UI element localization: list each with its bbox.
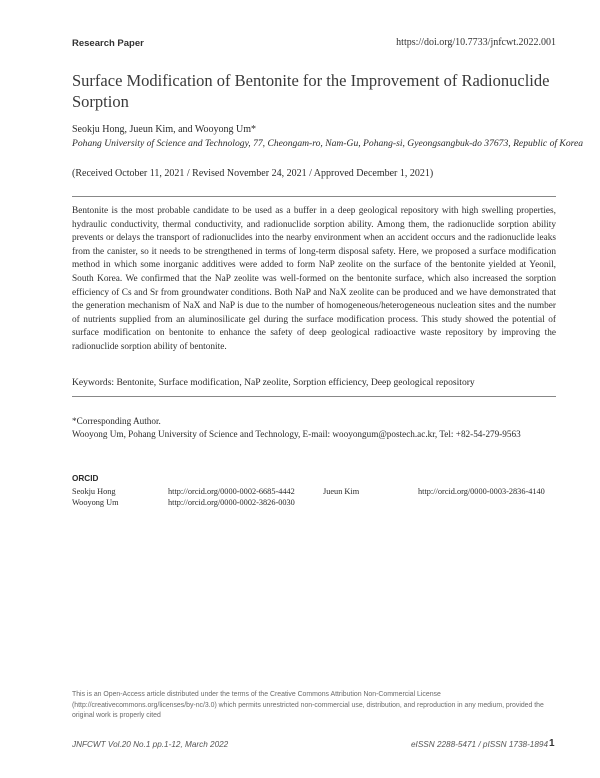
journal-citation: JNFCWT Vol.20 No.1 pp.1-12, March 2022 <box>72 740 229 749</box>
orcid-link[interactable]: http://orcid.org/0000-0003-2836-4140 <box>418 487 545 496</box>
doi-link[interactable]: https://doi.org/10.7733/jnfcwt.2022.001 <box>396 37 556 48</box>
abstract-text: Bentonite is the most probable candidate to be used as a buffer in a deep geological repository with high swelling properties, hydraulic conductivity, thermal conductivity, and radionuclide sorption ability. Among them, the radionuclide sorption ability prevents or delays the transport of radionuclides into the nearby environment when an accident occurs and the radionuclide leaks from the canister, so it needs to be strengthened in terms of long-term disposal safety. Here, we proposed a surface modification method in which some inorganic additives were added to form NaP zeolite on the surface of the bentonite yielded at Yeonil, South Korea. We confirmed that the NaP zeolite was well-formed on the bentonite surface, which also increased the sorption efficiency of Cs and Sr from groundwater conditions. Both NaP and NaX zeolite can be produced and we have demonstrated that the generation mechanism of NaX and NaP is due to the number of homogeneous/heterogeneous nucleation sites and the number of nutrients supplied from an aluminosilicate gel during the surface modification process. This study showed the potential of surface modification on bentonite to enhance the safety of deep geological radioactive waste repository by improving the radionuclide sorption ability of bentonite. <box>72 206 556 352</box>
orcid-name: Jueun Kim <box>323 487 360 496</box>
corresponding-author-contact: Wooyong Um, Pohang University of Science and Technology, E-mail: wooyongum@postech.ac.kr, Tel: +82-54-279-9563 <box>72 429 521 439</box>
orcid-link[interactable]: http://orcid.org/0000-0002-6685-4442 <box>168 487 295 496</box>
license-notice: This is an Open-Access article distributed under the terms of the Creative Commons Attribution Non-Commercial License (http://creativecommons.org/licenses/by-nc/3.0) which permits unrestricted non-commercial use, distribution, and reproduction in any medium, provided the original work is properly cited <box>72 691 544 719</box>
issn-info: eISSN 2288-5471 / pISSN 1738-1894 <box>411 740 549 749</box>
paper-type-label: Research Paper <box>72 38 144 49</box>
abstract-top-rule <box>72 196 556 197</box>
author-list: Seokju Hong, Jueun Kim, and Wooyong Um* <box>72 124 257 135</box>
orcid-name: Wooyong Um <box>72 498 119 507</box>
corresponding-author-label: *Corresponding Author. <box>72 416 161 426</box>
orcid-name: Seokju Hong <box>72 487 116 496</box>
keywords-line: Keywords: Bentonite, Surface modification, NaP zeolite, Sorption efficiency, Deep geological repository <box>72 377 475 388</box>
page-number: 1 <box>549 738 555 749</box>
abstract-bottom-rule <box>72 396 556 397</box>
author-affiliation: Pohang University of Science and Technology, 77, Cheongam-ro, Nam-Gu, Pohang-si, Gyeongsangbuk-do 37673, Republic of Korea <box>72 138 584 149</box>
submission-dates: (Received October 11, 2021 / Revised November 24, 2021 / Approved December 1, 2021) <box>72 168 434 179</box>
article-title: Surface Modification of Bentonite for the Improvement of Radionuclide Sorption <box>72 71 550 111</box>
orcid-link[interactable]: http://orcid.org/0000-0002-3826-0030 <box>168 498 295 507</box>
orcid-heading: ORCID <box>72 474 99 483</box>
